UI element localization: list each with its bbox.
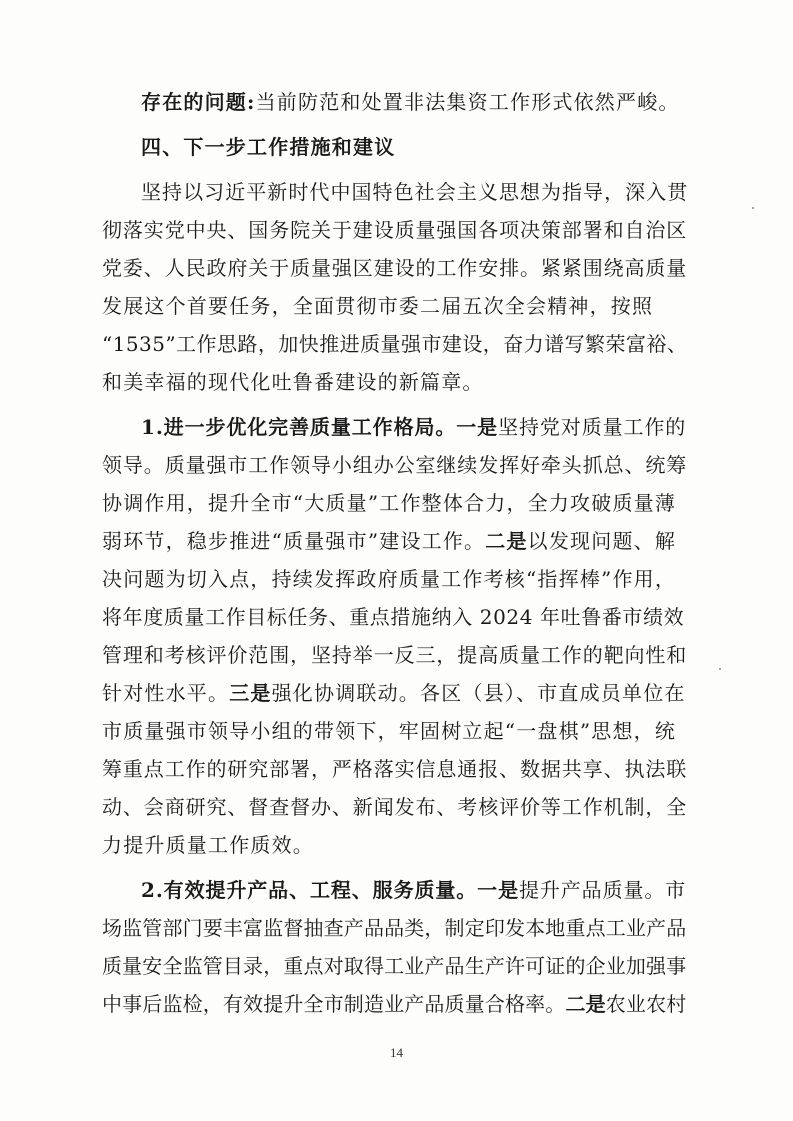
paragraph-line: 将年度质量工作目标任务、重点措施纳入 2024 年吐鲁番市绩效 [102,605,685,629]
paragraph-line: 发展这个首要任务，全面贯彻市委二届五次全会精神，按照 [102,294,654,318]
item1-text: 坚持党对质量工作的 [498,415,687,439]
section-heading: 四、下一步工作措施和建议 [141,135,396,159]
paragraph-line: 市质量强市领导小组的带领下，牢固树立起“一盘棋”思想，统 [102,719,677,743]
paragraph-line: 党委、人民政府关于质量强区建设的工作安排。紧紧围绕高质量 [102,256,688,280]
scan-speck [752,207,754,209]
item1-heading: 1.进一步优化完善质量工作格局。一是 [141,415,499,439]
paragraph-line: 质量安全监管目录，重点对取得工业产品生产许可证的企业加强事 [102,954,687,978]
item1-first-line [141,415,688,439]
paragraph-text: 中事后监检，有效提升全市制造业产品质量合格率。 [102,992,566,1016]
paragraph-text: 针对性水平。 [102,681,230,705]
item-marker: 三是 [229,681,272,705]
paragraph-text: 农业农村 [605,992,687,1016]
paragraph-line: 管理和考核评价范围，坚持举一反三，提高质量工作的靶向性和 [102,643,688,667]
paragraph-line: 坚持以习近平新时代中国特色社会主义思想为指导，深入贯 [141,180,689,204]
item-marker: 二是 [485,529,528,553]
paragraph-line: 决问题为切入点，持续发挥政府质量工作考核“指挥棒”作用， [102,567,677,591]
paragraph-text: 以发现问题、解 [527,529,677,553]
paragraph-line: 力提升质量工作质效。 [102,833,314,857]
paragraph-text: 弱环节，稳步推进“质量强市”建设工作。 [102,529,486,553]
paragraph-line: “1535”工作思路，加快推进质量强市建设，奋力谱写繁荣富裕、 [102,332,688,356]
paragraph-line [102,992,688,1016]
item2-heading: 2.有效提升产品、工程、服务质量。一是 [141,878,519,902]
scan-speck [719,668,721,670]
problems-label: 存在的问题: [141,90,256,114]
item-marker: 二是 [565,992,606,1016]
page-number: 14 [390,1045,403,1060]
paragraph-text: 强化协调联动。各区（县）、市直成员单位在 [271,681,686,705]
paragraph-line: 协调作用，提升全市“大质量”工作整体合力，全力攻破质量薄 [102,491,677,515]
paragraph-line: 场监管部门要丰富监督抽查产品品类，制定印发本地重点工业产品 [102,916,687,940]
item2-first-line [141,878,688,902]
paragraph-line: 领导。质量强市工作领导小组办公室继续发挥好牵头抓总、统筹 [102,453,688,477]
paragraph-line: 彻落实党中央、国务院关于建设质量强国各项决策部署和自治区 [102,218,688,242]
paragraph-line [102,529,688,553]
paragraph-line: 和美幸福的现代化吐鲁番建设的新篇章。 [102,370,484,394]
item2-text: 提升产品质量。市 [518,878,687,902]
paragraph-line: 动、会商研究、督查督办、新闻发布、考核评价等工作机制，全 [102,795,688,819]
paragraph-line: 筹重点工作的研究部署，严格落实信息通报、数据共享、执法联 [102,757,688,781]
problems-text: 当前防范和处置非法集资工作形式依然严峻。 [255,90,680,114]
paragraph-line [102,681,688,705]
problems-line [141,90,688,114]
